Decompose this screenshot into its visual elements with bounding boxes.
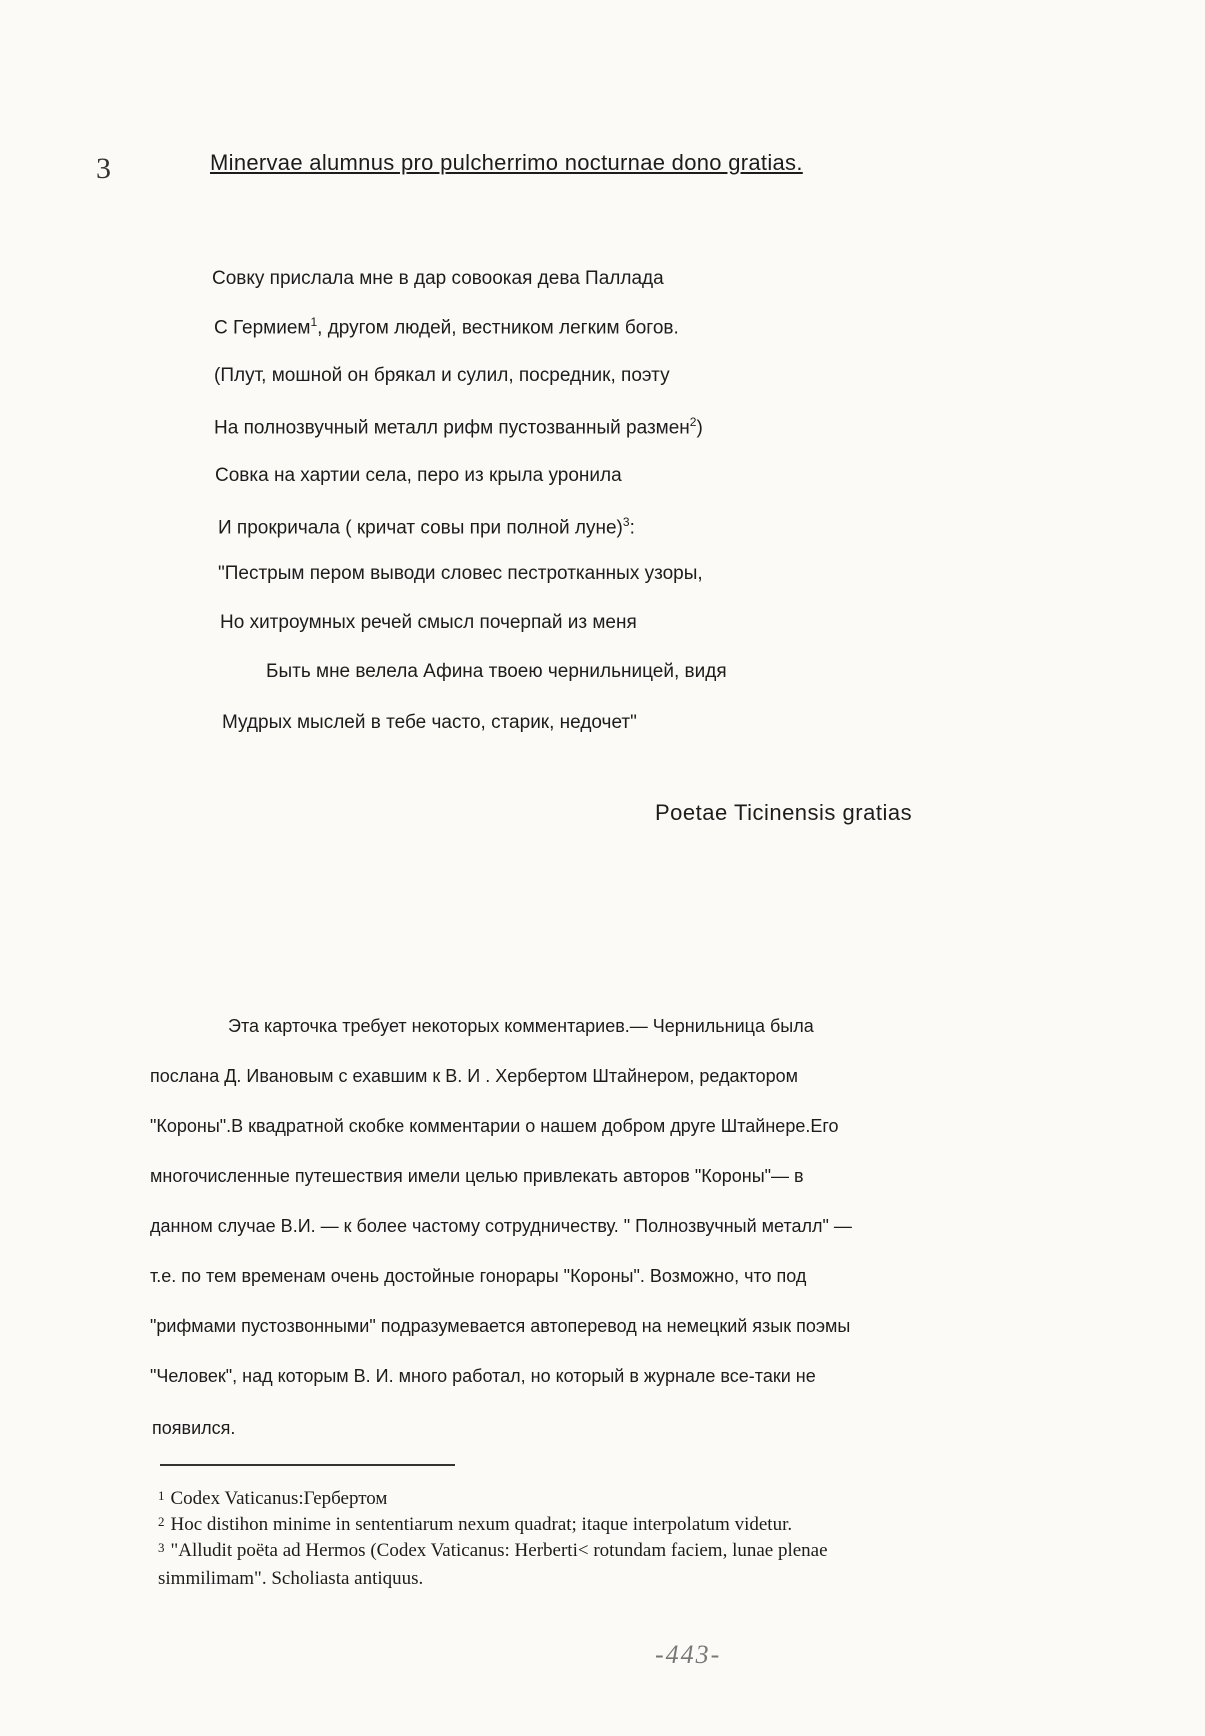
commentary-line: "Человек", над которым В. И. много работал, но который в журнале все-таки не — [150, 1366, 816, 1386]
poem-line: На полнозвучный металл рифм пустозванный размен$^2$) — [214, 415, 703, 439]
footnote: $^1$ Codex Vaticanus:Гербертом — [158, 1488, 388, 1509]
footnote: $^3$ "Alludit poëta ad Hermos (Codex Vaticanus: Herberti< rotundam faciem, lunae plenae — [158, 1540, 828, 1561]
footnote-ref: 2 — [689, 415, 697, 429]
poem-line: С Гермием$^1$, другом людей, вестником легким богов. — [214, 315, 679, 339]
commentary-line: "Короны".В квадратной скобке комментарии о нашем добром друге Штайнере.Его — [150, 1116, 839, 1136]
commentary-line: т.е. по тем временам очень достойные гонорары "Короны". Возможно, что под — [150, 1266, 807, 1286]
poem-line: Но хитроумных речей смысл почерпай из меня — [220, 612, 637, 633]
page-marker: 3 — [96, 152, 111, 185]
page-number: -443- — [655, 1640, 722, 1669]
poem-line: Совку прислала мне в дар совоокая дева Паллада — [212, 268, 664, 289]
poem-line: Мудрых мыслей в тебе часто, старик, недочет" — [222, 712, 637, 733]
commentary-line: "рифмами пустозвонными" подразумевается автоперевод на немецкий язык поэмы — [150, 1316, 851, 1336]
commentary-line: послана Д. Ивановым с ехавшим к В. И . Хербертом Штайнером, редактором — [150, 1066, 799, 1086]
signature: Poetae Ticinensis gratias — [655, 800, 913, 825]
poem-line: (Плут, мошной он брякал и сулил, посредник, поэту — [214, 365, 670, 386]
commentary-line: появился. — [152, 1418, 236, 1438]
commentary-line: Эта карточка требует некоторых комментариев.— Чернильница была — [228, 1016, 814, 1036]
poem-line: Совка на хартии села, перо из крыла уронила — [215, 465, 622, 486]
footnote-ref: 1 — [310, 315, 318, 329]
commentary-line: многочисленные путешествия имели целью привлекать авторов "Короны"— в — [150, 1166, 804, 1186]
poem-line: "Пестрым пером выводи словес пестротканных узоры, — [218, 563, 703, 584]
poem-line: И прокричала ( кричат совы при полной луне)$^3$: — [218, 515, 635, 539]
page-title: Minervae alumnus pro pulcherrimo nocturnae dono gratias. — [210, 150, 803, 175]
footnote-continuation: simmilimam". Scholiasta antiquus. — [158, 1568, 424, 1589]
footnote: $^2$ Hoc distihon minime in sententiarum nexum quadrat; itaque interpolatum videtur. — [158, 1514, 793, 1535]
footnote-divider — [160, 1464, 455, 1466]
footnote-ref: 3 — [622, 515, 630, 529]
commentary-line: данном случае В.И. — к более частому сотрудничеству. " Полнозвучный металл" — — [150, 1216, 852, 1236]
poem-line: Быть мне велела Афина твоею чернильницей, видя — [266, 661, 727, 682]
